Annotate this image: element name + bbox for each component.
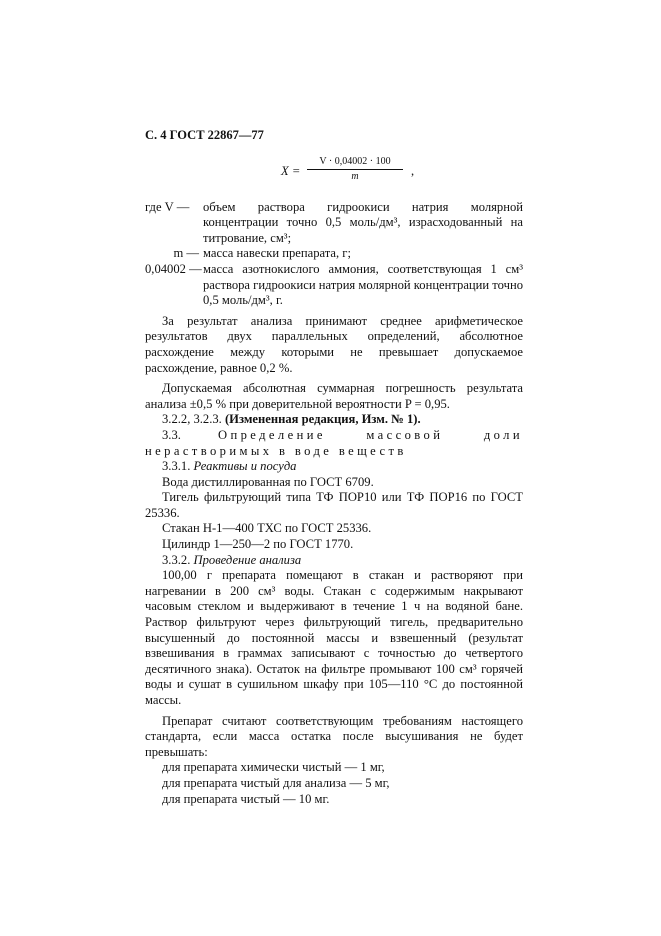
criteria-item: для препарата чистый — 10 мг. — [162, 791, 330, 806]
paragraph-error: Допускаемая абсолютная суммарная погрешность результата анализа ±0,5 % при доверительной вероятности P = 0,95. — [145, 381, 523, 411]
definition-text: масса навески препарата, г; — [203, 246, 351, 261]
paragraph-criteria: Препарат считают соответствующим требованиям настоящего стандарта, если масса остатка после высушивания не будет превышать: — [145, 713, 523, 759]
reagent-item: Цилиндр 1—250—2 по ГОСТ 1770. — [162, 537, 354, 552]
formula-numerator: V · 0,04002 · 100 — [307, 156, 403, 170]
section-title: Реактивы и посуда — [193, 459, 297, 474]
section-title: Определение массовой доли нерастворимых в воде веществ — [145, 427, 524, 458]
paragraph-result: За результат анализа принимают среднее арифметическое результатов двух параллельных определений, абсолютное расхождение между которыми не превышает допускаемое расхождение, равное 0,2 %. — [145, 313, 523, 375]
section-3-3-1-heading — [145, 459, 523, 475]
reagent-item: Тигель фильтрующий типа ТФ ПОР10 или ТФ ПОР16 по ГОСТ 25336. — [145, 490, 523, 520]
formula-comma: , — [411, 163, 415, 178]
definition-constant — [145, 262, 523, 309]
formula-definitions — [145, 200, 523, 309]
paragraph-procedure: 100,00 г препарата помещают в стакан и растворяют при нагревании в 200 см³ воды. Стакан с содержимым накрывают часовым стеклом и выдерживают в течение 1 ч на водяной бане. Раствор фильтруют через фильтрующий тигель, предварительно высушенный до постоянной массы и взвешенный (результат взвешивания в граммах записывают с точностью до четвертого десятичного знака). Остаток на фильтре промывают 100 см³ горячей воды и сушат в сушильном шкафу при 105—110 °С до постоянной массы. — [145, 568, 523, 707]
reagent-item: Стакан Н-1—400 ТХС по ГОСТ 25336. — [162, 521, 372, 536]
page-header: С. 4 ГОСТ 22867—77 — [145, 128, 264, 142]
section-3-3-heading — [145, 428, 523, 459]
definition-m — [145, 246, 523, 262]
section-number: 3.3. — [162, 427, 181, 442]
section-3-3-2-heading — [145, 553, 523, 569]
definition-text: объем раствора гидроокиси натрия молярной концентрации точно 0,5 моль/дм³, израсходованный на титрование, см³; — [203, 199, 523, 245]
definition-lead: m — — [173, 246, 199, 261]
formula-fraction — [307, 156, 403, 183]
criteria-item: для препарата чистый для анализа — 5 мг, — [162, 775, 390, 790]
amendment-note: (Измененная редакция, Изм. № 1). — [224, 412, 421, 427]
formula-denominator: m — [351, 170, 359, 182]
section-number: 3.3.2. — [162, 552, 191, 567]
section-number: 3.3.1. — [162, 459, 191, 474]
definition-v — [145, 200, 523, 247]
definition-text: масса азотнокислого аммония, соответствующая 1 см³ раствора гидроокиси натрия молярной концентрации точно 0,5 моль/дм³, г. — [203, 261, 523, 308]
formula-lhs: X = — [281, 163, 301, 178]
amendment-number: 3.2.2, 3.2.3. — [162, 412, 222, 427]
definition-lead: 0,04002 — — [145, 261, 202, 276]
document-page — [145, 128, 523, 807]
definition-lead: где V — — [145, 199, 190, 214]
section-title: Проведение анализа — [193, 552, 302, 567]
paragraph-amendment — [145, 412, 523, 428]
formula — [145, 156, 523, 192]
criteria-item: для препарата химически чистый — 1 мг, — [162, 760, 385, 775]
reagent-item: Вода дистиллированная по ГОСТ 6709. — [162, 474, 374, 489]
